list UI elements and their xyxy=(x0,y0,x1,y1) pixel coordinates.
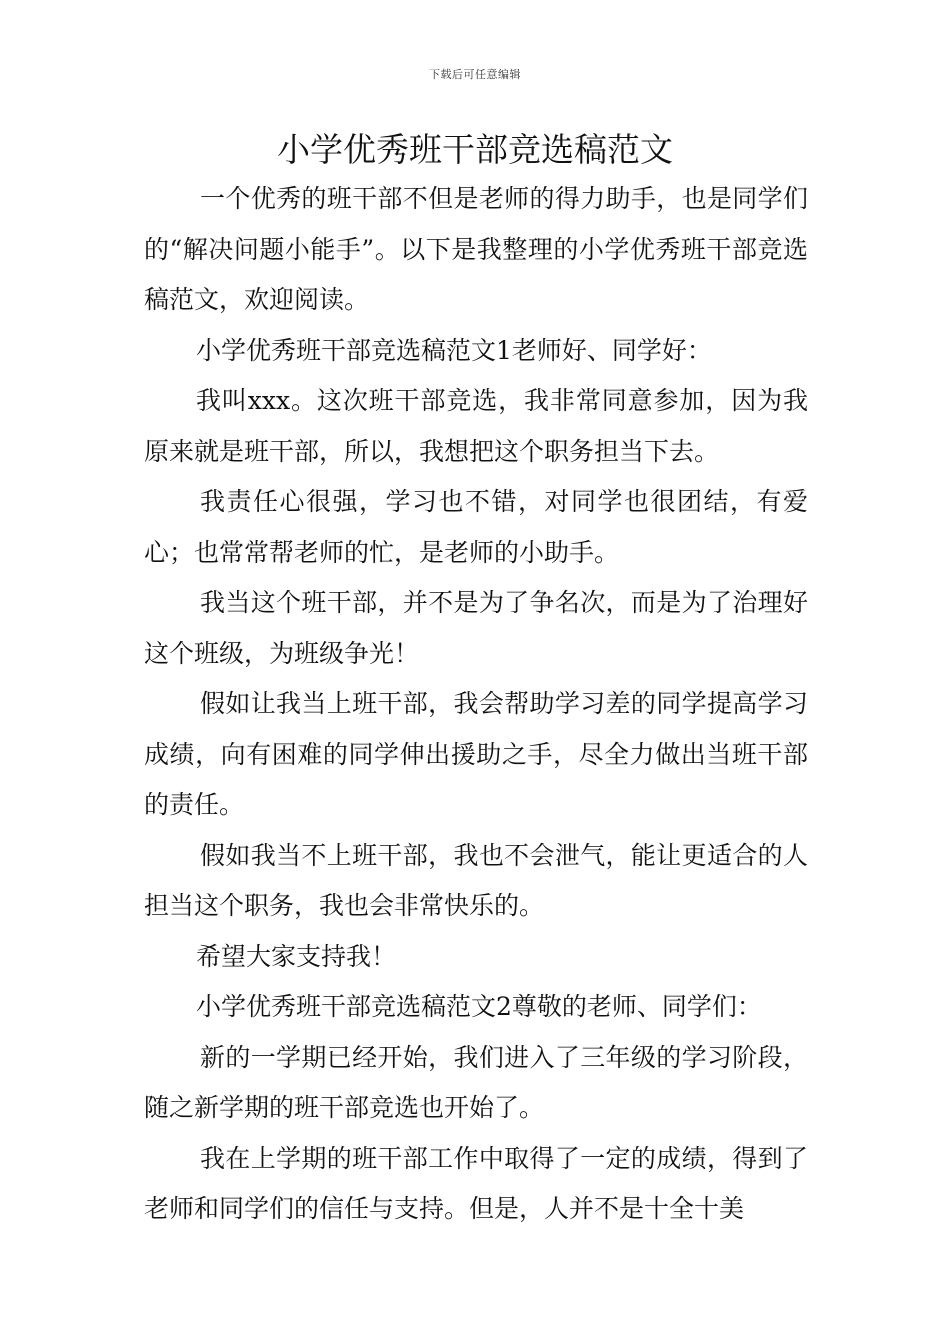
paragraph-self-intro: 我叫xxx。这次班干部竞选，我非常同意参加，因为我原来就是班干部，所以，我想把这个职务担当下去。 xyxy=(144,386,808,466)
paragraph-intro: 一个优秀的班干部不但是老师的得力助手，也是同学们的“解决问题小能手”。以下是我整理的小学优秀班干部竞选稿范文，欢迎阅读。 xyxy=(144,184,808,314)
paragraph-sample-1-heading: 小学优秀班干部竞选稿范文1老师好、同学好： xyxy=(196,335,712,365)
header-note: 下载后可任意编辑 xyxy=(429,68,521,81)
paragraph-sample-2-heading: 小学优秀班干部竞选稿范文2尊敬的老师、同学们： xyxy=(196,992,762,1021)
paragraph-support: 希望大家支持我！ xyxy=(196,941,397,971)
document-body xyxy=(144,174,808,1235)
paragraph-if-not-elected: 假如我当不上班干部，我也不会泄气，能让更适合的人担当这个职务，我也会非常快乐的。 xyxy=(144,840,808,920)
paragraph-if-elected: 假如让我当上班干部，我会帮助学习差的同学提高学习成绩，向有困难的同学伸出援助之手，尽全力做出当班干部的责任。 xyxy=(144,689,808,819)
paragraph-purpose: 我当这个班干部，并不是为了争名次，而是为了治理好这个班级，为班级争光！ xyxy=(144,588,808,668)
paragraph-responsibility: 我责任心很强，学习也不错，对同学也很团结，有爱心；也常常帮老师的忙，是老师的小助手。 xyxy=(144,487,808,567)
paragraph-new-semester: 新的一学期已经开始，我们进入了三年级的学习阶段，随之新学期的班干部竞选也开始了。 xyxy=(144,1042,808,1122)
paragraph-achievements: 我在上学期的班干部工作中取得了一定的成绩，得到了老师和同学们的信任与支持。但是，人并不是十全十美 xyxy=(144,1143,808,1223)
document-title: 小学优秀班干部竞选稿范文 xyxy=(277,130,673,169)
